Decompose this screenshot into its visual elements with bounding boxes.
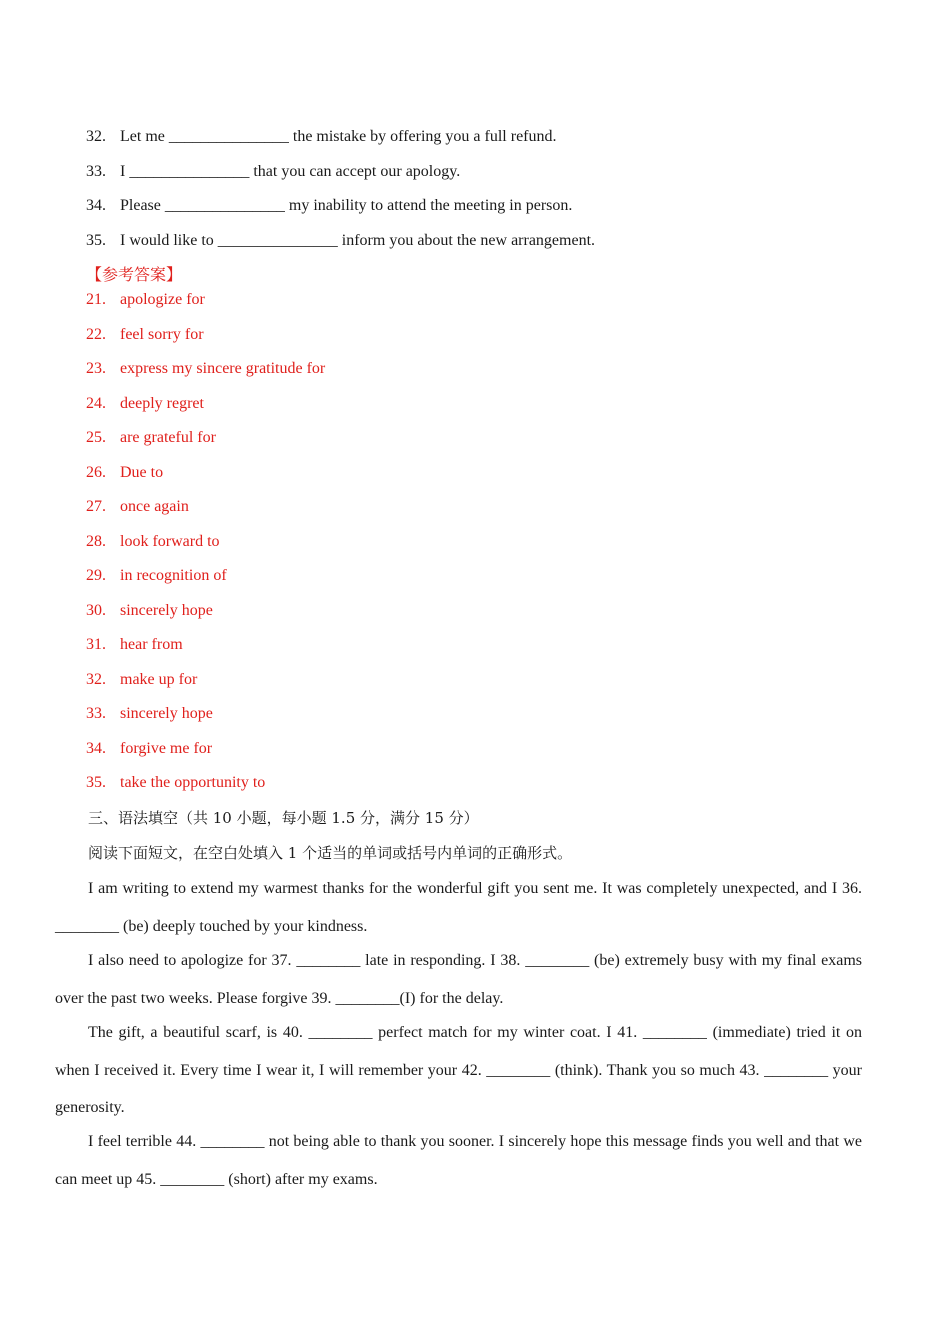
passage-paragraph-2: I also need to apologize for 37. ________ late in responding. I 38. ________ (be) extremely busy with my final exams over the past two weeks. Please forgive 39. ________(I) for the delay.	[55, 952, 862, 1007]
answer-number: 27.	[86, 498, 106, 515]
question-32	[86, 127, 557, 147]
answer-text: take the opportunity to	[120, 774, 266, 791]
answer-number: 24.	[86, 395, 106, 412]
answer-27	[86, 497, 189, 517]
section-3-instruction: 阅读下面短文，在空白处填入 1 个适当的单词或括号内单词的正确形式。	[88, 844, 573, 862]
passage-paragraph-3: The gift, a beautiful scarf, is 40. ________ perfect match for my winter coat. I 41. ________ (immediate) tried it on when I received it. Every time I wear it, I will remember your 42. ________ (think). Thank you so much 43. ________ your generosity.	[55, 1024, 862, 1116]
answer-text: in recognition of	[120, 567, 227, 584]
answers-header: 【参考答案】	[86, 265, 183, 284]
question-35	[86, 231, 595, 251]
answer-33	[86, 704, 213, 724]
answer-number: 21.	[86, 291, 106, 308]
answer-26	[86, 463, 163, 483]
answer-text: hear from	[120, 636, 183, 653]
answer-number: 23.	[86, 360, 106, 377]
answer-number: 31.	[86, 636, 106, 653]
answer-32	[86, 670, 197, 690]
answer-23	[86, 359, 325, 379]
question-text: Let me _______________ the mistake by offering you a full refund.	[120, 128, 557, 145]
answer-text: make up for	[120, 671, 198, 688]
answer-text: Due to	[120, 464, 164, 481]
answer-text: are grateful for	[120, 429, 216, 446]
question-number: 35.	[86, 232, 106, 249]
answer-24	[86, 394, 204, 414]
answer-31	[86, 635, 183, 655]
answer-29	[86, 566, 227, 586]
answer-text: express my sincere gratitude for	[120, 360, 326, 377]
answer-number: 26.	[86, 464, 106, 481]
section-3-title: 三、语法填空（共 10 小题，每小题 1.5 分，满分 15 分）	[88, 809, 479, 827]
answer-25	[86, 428, 216, 448]
question-33	[86, 162, 460, 182]
answer-number: 35.	[86, 774, 106, 791]
answer-text: sincerely hope	[120, 602, 213, 619]
question-number: 32.	[86, 128, 106, 145]
answer-number: 30.	[86, 602, 106, 619]
answer-number: 28.	[86, 533, 106, 550]
answer-text: forgive me for	[120, 740, 213, 757]
passage-paragraph-4: I feel terrible 44. ________ not being able to thank you sooner. I sincerely hope this message finds you well and that we can meet up 45. ________ (short) after my exams.	[55, 1133, 862, 1188]
answer-text: look forward to	[120, 533, 220, 550]
answer-number: 25.	[86, 429, 106, 446]
answer-35	[86, 773, 265, 793]
answer-text: sincerely hope	[120, 705, 213, 722]
passage-paragraph-1: I am writing to extend my warmest thanks for the wonderful gift you sent me. It was completely unexpected, and I 36. ________ (be) deeply touched by your kindness.	[55, 880, 862, 935]
answer-number: 34.	[86, 740, 106, 757]
answer-text: feel sorry for	[120, 326, 204, 343]
answer-number: 29.	[86, 567, 106, 584]
answer-22	[86, 325, 204, 345]
answer-28	[86, 532, 220, 552]
answer-text: apologize for	[120, 291, 205, 308]
answer-number: 22.	[86, 326, 106, 343]
question-text: I would like to _______________ inform you about the new arrangement.	[120, 232, 596, 249]
answer-number: 32.	[86, 671, 106, 688]
question-text: Please _______________ my inability to attend the meeting in person.	[120, 197, 573, 214]
question-34	[86, 196, 572, 216]
answer-text: deeply regret	[120, 395, 204, 412]
question-text: I _______________ that you can accept our apology.	[120, 163, 461, 180]
answer-34	[86, 739, 212, 759]
answer-text: once again	[120, 498, 189, 515]
answer-30	[86, 601, 213, 621]
answer-number: 33.	[86, 705, 106, 722]
answer-21	[86, 290, 205, 310]
question-number: 33.	[86, 163, 106, 180]
question-number: 34.	[86, 197, 106, 214]
